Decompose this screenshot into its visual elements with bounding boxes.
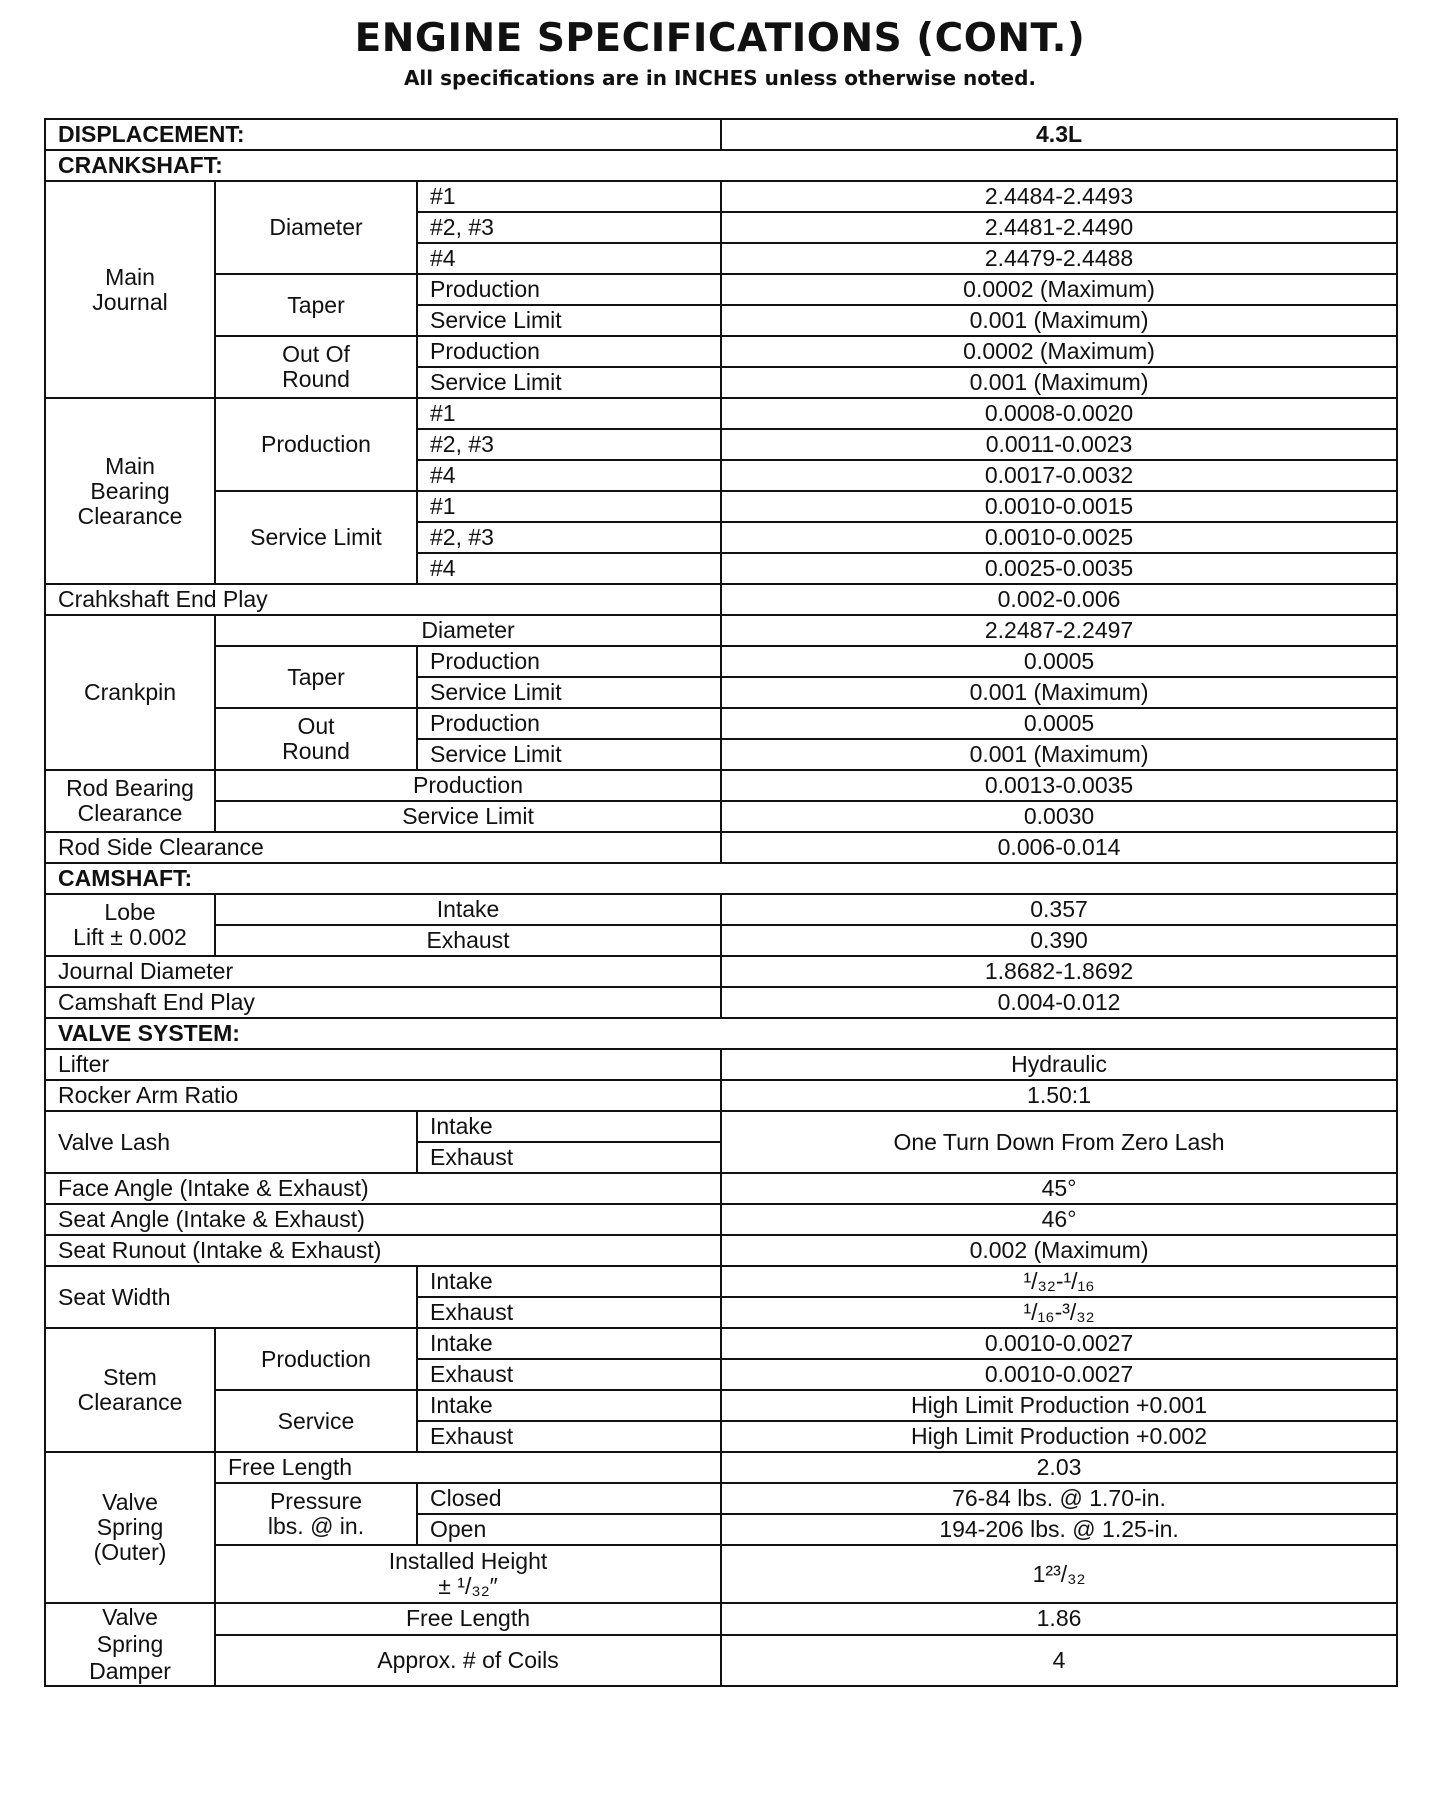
value-cell: 4 (721, 1635, 1397, 1686)
sub-label-cell: Exhaust (417, 1421, 721, 1452)
table-row (45, 1390, 1397, 1421)
label-line: Clearance (77, 800, 183, 826)
value-cell: 1.8682-1.8692 (721, 956, 1397, 987)
stem-clearance-label (45, 1328, 215, 1452)
sub-label-cell: Exhaust (417, 1297, 721, 1328)
table-row (45, 956, 1397, 987)
table-row (45, 1173, 1397, 1204)
table-row (45, 1235, 1397, 1266)
label-line: Valve (102, 1489, 158, 1515)
free-length-label: Free Length (215, 1603, 721, 1635)
label-line: Lobe (104, 899, 156, 925)
valve-lash-label: Valve Lash (45, 1111, 417, 1173)
sub-label-cell: Closed (417, 1483, 721, 1514)
lobe-lift-label (45, 894, 215, 956)
label-line: Spring (96, 1514, 164, 1540)
value-cell: 1.50:1 (721, 1080, 1397, 1111)
value-cell: 1.86 (721, 1603, 1397, 1635)
seat-runout-label: Seat Runout (Intake & Exhaust) (45, 1235, 721, 1266)
value-cell: 2.2487-2.2497 (721, 615, 1397, 646)
table-row (45, 1049, 1397, 1080)
table-row (45, 336, 1397, 367)
value-cell: 76-84 lbs. @ 1.70-in. (721, 1483, 1397, 1514)
label-line: lbs. @ in. (267, 1513, 365, 1539)
value-cell: 0.0017-0.0032 (721, 460, 1397, 491)
main-journal-label (45, 181, 215, 398)
label-line: Pressure (269, 1488, 363, 1514)
table-row (45, 646, 1397, 677)
position-cell: #1 (417, 181, 721, 212)
table-row (45, 1452, 1397, 1483)
displacement-value: 4.3L (721, 119, 1397, 150)
value-cell: 194-206 lbs. @ 1.25-in. (721, 1514, 1397, 1545)
sub-label-cell: Production (417, 336, 721, 367)
rod-side-clearance-label: Rod Side Clearance (45, 832, 721, 863)
valve-system-heading: VALVE SYSTEM: (45, 1018, 1397, 1049)
label-line: Journal (92, 288, 168, 315)
table-row (45, 1328, 1397, 1359)
value-cell: 0.006-0.014 (721, 832, 1397, 863)
value-cell: 2.4484-2.4493 (721, 181, 1397, 212)
main-journal-out-of-round-label (215, 336, 417, 398)
sub-label-cell: Intake (417, 1390, 721, 1421)
value-cell: 0.001 (Maximum) (721, 367, 1397, 398)
value-cell: 0.002-0.006 (721, 584, 1397, 615)
value-cell: 0.357 (721, 894, 1397, 925)
table-row (45, 274, 1397, 305)
sub-label-cell: Production (417, 646, 721, 677)
pressure-label (215, 1483, 417, 1545)
value-cell: 0.0005 (721, 646, 1397, 677)
page-title: ENGINE SPECIFICATIONS (CONT.) (354, 16, 1086, 61)
sub-label-cell: Exhaust (215, 925, 721, 956)
position-cell: #2, #3 (417, 212, 721, 243)
rod-bearing-clearance-label (45, 770, 215, 832)
camshaft-heading: CAMSHAFT: (45, 863, 1397, 894)
crankshaft-heading-row (45, 150, 1397, 181)
position-cell: #1 (417, 491, 721, 522)
table-row (45, 181, 1397, 212)
value-cell: 46° (721, 1204, 1397, 1235)
value-cell: 0.0013-0.0035 (721, 770, 1397, 801)
valve-system-heading-row (45, 1018, 1397, 1049)
value-cell: 2.4481-2.4490 (721, 212, 1397, 243)
sub-label-cell: Service Limit (417, 677, 721, 708)
position-cell: #2, #3 (417, 522, 721, 553)
position-cell: #2, #3 (417, 429, 721, 460)
table-row (45, 832, 1397, 863)
rocker-arm-ratio-label: Rocker Arm Ratio (45, 1080, 721, 1111)
lifter-label: Lifter (45, 1049, 721, 1080)
face-angle-label: Face Angle (Intake & Exhaust) (45, 1173, 721, 1204)
value-cell: 2.4479-2.4488 (721, 243, 1397, 274)
free-length-label: Free Length (215, 1452, 721, 1483)
value-cell: 0.390 (721, 925, 1397, 956)
displacement-row (45, 119, 1397, 150)
bearing-production-label: Production (215, 398, 417, 491)
label-line: Out (297, 713, 335, 739)
value-cell: 0.004-0.012 (721, 987, 1397, 1018)
label-line: Installed Height (388, 1548, 548, 1574)
crankshaft-heading: CRANKSHAFT: (45, 150, 1397, 181)
table-row (45, 708, 1397, 739)
crankpin-out-round-label (215, 708, 417, 770)
label-line: Clearance (77, 1389, 183, 1415)
value-cell: 0.0002 (Maximum) (721, 336, 1397, 367)
camshaft-heading-row (45, 863, 1397, 894)
table-row (45, 491, 1397, 522)
main-journal-taper-label: Taper (215, 274, 417, 336)
label-line: Out Of (282, 341, 350, 367)
sub-label-cell: Service Limit (417, 739, 721, 770)
sub-label-cell: Production (215, 770, 721, 801)
position-cell: #4 (417, 243, 721, 274)
label-line: Lift ± 0.002 (73, 924, 187, 950)
seat-width-label: Seat Width (45, 1266, 417, 1328)
table-row (45, 1545, 1397, 1603)
sub-label-cell: Service Limit (417, 305, 721, 336)
journal-diameter-label: Journal Diameter (45, 956, 721, 987)
label-line: Round (282, 738, 350, 764)
table-row (45, 398, 1397, 429)
main-bearing-clearance-label (45, 398, 215, 584)
table-row (45, 1266, 1397, 1297)
value-cell: 1²³/₃₂ (721, 1545, 1397, 1603)
valve-spring-damper-label (45, 1603, 215, 1686)
sub-label-cell: Production (417, 274, 721, 305)
label-line: Rod Bearing (66, 775, 194, 801)
value-cell: High Limit Production +0.002 (721, 1421, 1397, 1452)
value-cell: 0.0030 (721, 801, 1397, 832)
position-cell: #1 (417, 398, 721, 429)
label-line: Round (282, 366, 350, 392)
value-cell: 0.001 (Maximum) (721, 305, 1397, 336)
table-row (45, 615, 1397, 646)
sub-label-cell: Intake (215, 894, 721, 925)
value-cell: 0.002 (Maximum) (721, 1235, 1397, 1266)
valve-spring-outer-label (45, 1452, 215, 1603)
crankpin-taper-label: Taper (215, 646, 417, 708)
table-row (45, 925, 1397, 956)
sub-label-cell: Service Limit (417, 367, 721, 398)
table-row (45, 894, 1397, 925)
bearing-service-limit-label: Service Limit (215, 491, 417, 584)
sub-label-cell: Production (417, 708, 721, 739)
table-row (45, 584, 1397, 615)
label-line: ± ¹/₃₂″ (438, 1573, 498, 1599)
value-cell: 0.0010-0.0027 (721, 1328, 1397, 1359)
label-line: (Outer) (93, 1539, 167, 1565)
table-row (45, 801, 1397, 832)
sub-label-cell: Open (417, 1514, 721, 1545)
label-line: Spring (96, 1631, 164, 1657)
value-cell: ¹/₁₆-³/₃₂ (721, 1297, 1397, 1328)
value-cell: 0.0010-0.0025 (721, 522, 1397, 553)
position-cell: #4 (417, 553, 721, 584)
value-cell: 0.0025-0.0035 (721, 553, 1397, 584)
label-line: Main (105, 452, 155, 479)
value-cell: 0.0010-0.0027 (721, 1359, 1397, 1390)
table-row (45, 1204, 1397, 1235)
sub-label-cell: Intake (417, 1111, 721, 1142)
position-cell: #4 (417, 460, 721, 491)
label-line: Valve (102, 1604, 158, 1630)
crankpin-diameter-label: Diameter (215, 615, 721, 646)
table-row (45, 770, 1397, 801)
table-row (45, 1080, 1397, 1111)
value-cell: 0.0008-0.0020 (721, 398, 1397, 429)
stem-production-label: Production (215, 1328, 417, 1390)
table-row (45, 987, 1397, 1018)
value-cell: 0.001 (Maximum) (721, 739, 1397, 770)
value-cell: Hydraulic (721, 1049, 1397, 1080)
label-line: Clearance (77, 502, 183, 529)
table-row (45, 1635, 1397, 1686)
label-line: Damper (89, 1658, 171, 1684)
stem-service-label: Service (215, 1390, 417, 1452)
table-row (45, 1603, 1397, 1635)
sub-label-cell: Exhaust (417, 1142, 721, 1173)
table-row (45, 1483, 1397, 1514)
engine-spec-table (44, 118, 1398, 1687)
sub-label-cell: Intake (417, 1266, 721, 1297)
label-line: Main (105, 263, 155, 290)
value-cell: 0.0002 (Maximum) (721, 274, 1397, 305)
coils-label: Approx. # of Coils (215, 1635, 721, 1686)
main-journal-diameter-label: Diameter (215, 181, 417, 274)
sub-label-cell: Service Limit (215, 801, 721, 832)
value-cell: High Limit Production +0.001 (721, 1390, 1397, 1421)
displacement-label: DISPLACEMENT: (45, 119, 721, 150)
page-subtitle: All specifications are in INCHES unless otherwise noted. (403, 66, 1037, 90)
crankshaft-end-play-label: Crahkshaft End Play (45, 584, 721, 615)
value-cell: ¹/₃₂-¹/₁₆ (721, 1266, 1397, 1297)
label-line: Stem (103, 1364, 157, 1390)
table-row (45, 1111, 1397, 1142)
installed-height-label (215, 1545, 721, 1603)
value-cell: One Turn Down From Zero Lash (721, 1111, 1397, 1173)
value-cell: 45° (721, 1173, 1397, 1204)
label-line: Bearing (90, 477, 170, 504)
value-cell: 0.0010-0.0015 (721, 491, 1397, 522)
value-cell: 0.001 (Maximum) (721, 677, 1397, 708)
crankpin-label: Crankpin (45, 615, 215, 770)
camshaft-end-play-label: Camshaft End Play (45, 987, 721, 1018)
sub-label-cell: Exhaust (417, 1359, 721, 1390)
sub-label-cell: Intake (417, 1328, 721, 1359)
value-cell: 0.0005 (721, 708, 1397, 739)
seat-angle-label: Seat Angle (Intake & Exhaust) (45, 1204, 721, 1235)
value-cell: 2.03 (721, 1452, 1397, 1483)
value-cell: 0.0011-0.0023 (721, 429, 1397, 460)
